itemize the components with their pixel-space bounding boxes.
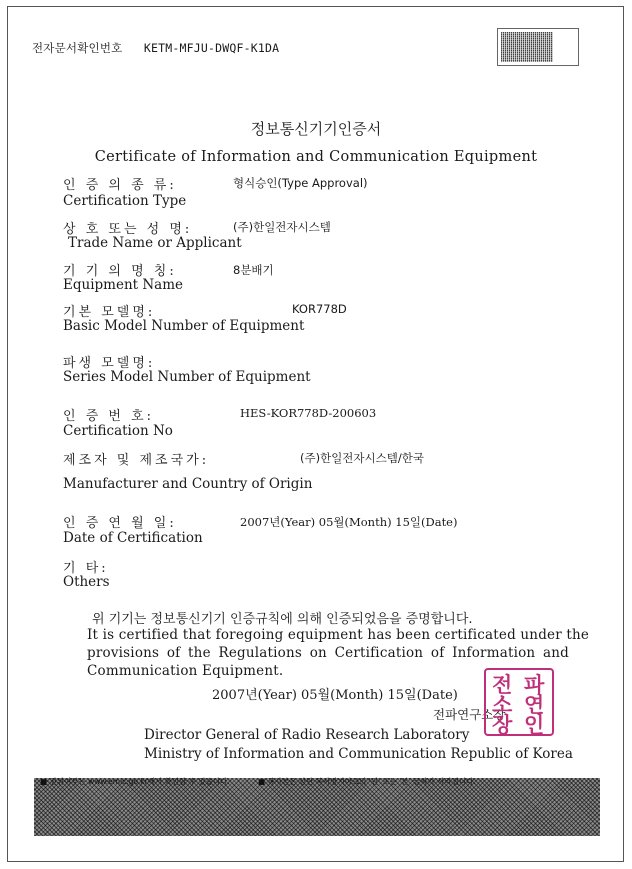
director-title: Director General of Radio Research Laboratory [144,727,470,743]
title-korean: 정보통신기기인증서 [250,120,382,138]
manufacturer-label-en: Manufacturer and Country of Origin [63,476,313,492]
document-number-line [32,40,279,56]
trade-name-label-en: Trade Name or Applicant [68,235,242,251]
equipment-name-label-en: Equipment Name [63,277,184,293]
statement-english-line2: provisions of the Regulations on Certification of Information and [87,645,569,661]
ministry-title: Ministry of Information and Communication Republic of Korea [144,746,573,762]
date-value: 2007년(Year) 05월(Month) 15일(Date) [240,515,458,529]
statement-korean: 위 기기는 정보통신기기 인증규칙에 의해 인증되었음을 증명합니다. [92,612,473,627]
title-english: Certificate of Information and Communication Equipment [94,149,538,165]
issue-date: 2007년(Year) 05월(Month) 15일(Date) [212,688,458,703]
others-label-en: Others [63,574,110,590]
basic-model-label-en: Basic Model Number of Equipment [63,318,305,334]
document-number-label: 전자문서확인번호 [32,41,123,55]
basic-model-value: KOR778D [292,302,347,316]
certification-no-label-en: Certification No [63,423,173,439]
statement-english-line1: It is certified that foregoing equipment has been certificated under the [87,627,590,643]
certification-type-label-en: Certification Type [63,193,187,209]
statement-english-line3: Communication Equipment. [87,663,284,679]
series-model-label-ko: 파생 모델명: [63,356,156,371]
equipment-name-value: 8분배기 [233,263,274,277]
others-label-ko: 기 타: [63,561,109,576]
manufacturer-label-ko: 제조자 및 제조국가: [63,453,210,468]
manufacturer-value: (주)한일전자시스템/한국 [300,451,424,465]
certification-no-value: HES-KOR778D-200603 [240,406,377,420]
certification-type-value: 형식승인(Type Approval) [233,176,368,190]
footer-verification-note: ■ 진위여부는 www.emic.go.kr에서 확인할 수 있습니다. [40,777,230,786]
date-label-en: Date of Certification [63,530,203,546]
series-model-label-en: Series Model Number of Equipment [63,369,311,385]
official-seal: 전 파 소 연 장 인 [484,668,554,736]
equipment-name-label-ko: 기 기 의 명 칭: [63,264,177,279]
trade-name-value: (주)한일전자시스템 [233,220,331,234]
document-number: KETM-MFJU-DWQF-K1DA [143,41,280,55]
copy-protection-barcode [497,28,579,66]
basic-model-label-ko: 기본 모델명: [63,305,156,320]
date-label-ko: 인 증 연 월 일: [63,516,177,531]
certification-type-label-ko: 인 증 의 종 류: [63,178,177,193]
certification-no-label-ko: 인 증 번 호: [63,409,155,424]
trade-name-label-ko: 상 호 또는 성 명: [63,222,193,237]
issuer-korean: 전파연구소장 [433,707,506,722]
footer-copy-note: ■ 복사본은 상단 복사방지마크의 '원' 또는 '본' 글자가 사라집니다. [258,777,476,786]
